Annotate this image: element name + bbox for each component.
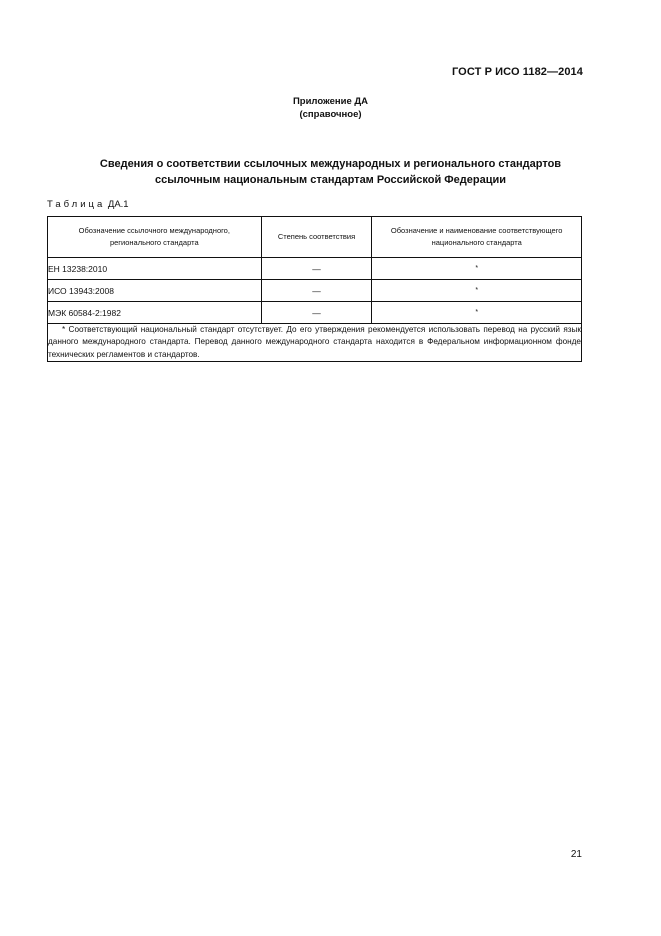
column-header-degree: Степень соответствия — [261, 217, 372, 258]
section-title-line-2: ссылочным национальным стандартам Российской Федерации — [154, 174, 507, 186]
column-header-international-standard-label: Обозначение ссылочного международного, регионального стандарта — [78, 226, 230, 247]
cell-national: * — [372, 280, 582, 302]
table-note-row — [48, 324, 582, 362]
appendix-heading — [0, 95, 661, 121]
appendix-title: Приложение ДА — [292, 96, 369, 107]
section-title — [0, 156, 661, 188]
table-footnote — [48, 324, 582, 362]
cell-degree: — — [261, 280, 372, 302]
table-header-row — [48, 217, 582, 258]
cell-national: * — [372, 258, 582, 280]
table-row — [48, 258, 582, 280]
standards-correspondence-table — [47, 216, 582, 362]
column-header-national-standard — [372, 217, 582, 258]
column-header-international-standard — [48, 217, 262, 258]
cell-national: * — [372, 302, 582, 324]
table-caption — [47, 199, 129, 210]
appendix-status: (справочное) — [299, 109, 362, 120]
page-number: 21 — [570, 849, 582, 860]
cell-standard: ЕН 13238:2010 — [48, 258, 262, 280]
document-code: ГОСТ Р ИСО 1182—2014 — [451, 66, 583, 78]
table-row — [48, 280, 582, 302]
table-footnote-text: * Соответствующий национальный стандарт отсутствует. До его утверждения рекомендуется использовать перевод на русский язык данного международного стандарта. Перевод данного международного стандарта находится в Федеральном информационном фонде технических регламентов и стандартов. — [48, 325, 581, 359]
cell-standard: МЭК 60584-2:1982 — [48, 302, 262, 324]
cell-degree: — — [261, 258, 372, 280]
column-header-national-standard-label: Обозначение и наименование соответствующего национального стандарта — [390, 226, 563, 247]
cell-degree: — — [261, 302, 372, 324]
table-row — [48, 302, 582, 324]
cell-standard: ИСО 13943:2008 — [48, 280, 262, 302]
table-caption-label: Таблица — [47, 199, 106, 210]
table-caption-number: ДА.1 — [107, 199, 129, 210]
section-title-line-1: Сведения о соответствии ссылочных международных и регионального стандартов — [99, 158, 562, 170]
